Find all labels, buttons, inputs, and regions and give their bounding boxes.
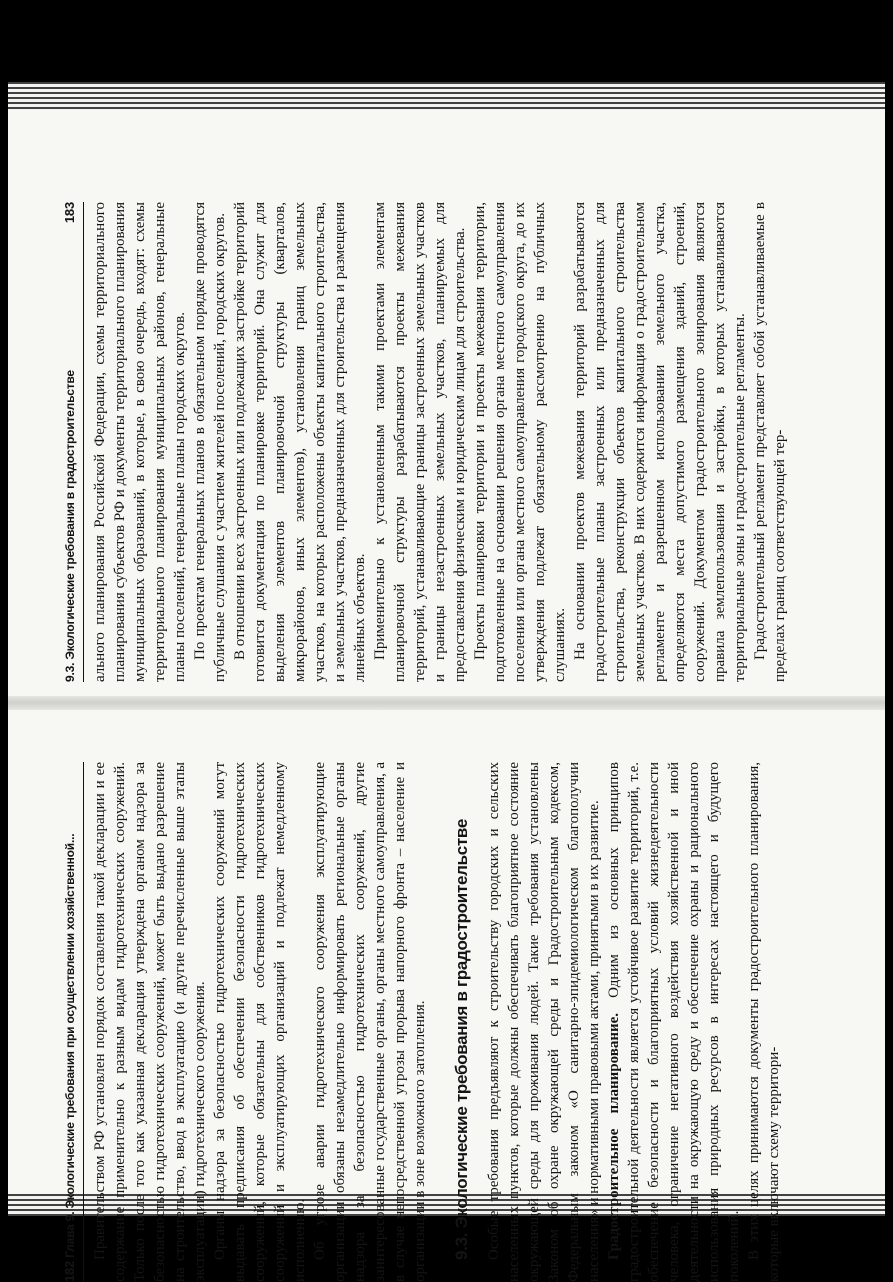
page-183 xyxy=(60,202,830,682)
running-head-text: 9.3. Экологические требования в градостроительстве xyxy=(63,370,77,682)
paragraph: В этих целях принимаются документы градостроительного планирования, которые включают схему территори- xyxy=(746,762,782,1282)
page-182 xyxy=(60,762,830,1282)
running-head-left xyxy=(60,762,84,1282)
paragraph: Градостроительный регламент представляет собой устанавливаемые в пределах границ соответствующей тер- xyxy=(752,202,788,682)
paragraph: Особые требования предъявляют к строительству городских и сельских населенных пунктов, которые должны обеспечивать благоприятное состояние окружающей среды для проживания людей. Такие требования установлены Законом об охране окружающей среды и Градостроительным кодексом, Федеральным законом «О санитарно-эпидемиологическом благополучии населения» и нормативными правовыми актами, принятыми в их развитие. xyxy=(486,762,602,1282)
running-head-right xyxy=(60,202,84,682)
paragraph: ального планирования Российской Федерации, схемы территориального планирования субъектов РФ и документы территориального планирования муниципальных образований, в которые, в свою очередь, входят: схемы территориального планирования муниципальных районов, генеральные планы поселений, генеральные планы городских округов. xyxy=(92,202,188,682)
paragraph: Об угрозе аварии гидротехнического сооружения эксплуатирующие организации обязаны незамедлительно информировать региональные органы надзора за безопасностью гидротехнических сооружений, другие заинтересованные государственные органы, органы местного самоуправления, а в случае непосредственной угрозы прорыва напорного фронта – население и организации в зоне возможного затопления. xyxy=(312,762,428,1282)
paragraph: На основании проектов межевания территорий разрабатываются градостроительные планы застроенных или предназначенных для строительства, реконструкции объектов капитального строительства земельных участков. В них содержится информация о градостроительном регламенте и разрешенном использовании земельного участка, определяются места допустимого размещения зданий, строений, сооружений. Документом градостроительного зонирования являются правила землепользования и застройки, в которых устанавливаются территориальные зоны и градостроительные регламенты. xyxy=(572,202,748,682)
paragraph xyxy=(604,762,744,1282)
section-heading: 9.3. Экологические требования в градостроительстве xyxy=(452,818,471,1260)
page-number: 182 xyxy=(62,1260,77,1282)
paragraph: В отношении всех застроенных или подлежащих застройке территорий готовится документация по планировке территорий. Она служит для выделения элементов планировочной структуры (кварталов, микрорайонов, иных элементов), установления границ земельных участков, на которых расположены объекты капитального строительства, и земельных участков, предназначенных для строительства и размещения линейных объектов. xyxy=(232,202,368,682)
book-spine xyxy=(8,696,885,710)
paragraph: Проекты планировки территории и проекты межевания территории, подготовленные на основании решения органа местного самоуправления поселения или органа местного самоуправления городского округа, до их утверждения подлежат обязательному рассмотрению на публичных слушаниях. xyxy=(472,202,568,682)
page-number: 183 xyxy=(62,202,77,224)
book-spread xyxy=(8,82,885,1282)
paragraph: Применительно к установленным такими проектами элементам планировочной структуры разрабатываются проекты межевания территорий, устанавливающие границы застроенных земельных участков и границы незастроенных земельных участков, планируемых для предоставления физическим и юридическим лицам для строительства. xyxy=(372,202,468,682)
paragraph: Правительством РФ установлен порядок составления такой декларации и ее содержание применительно к разным видам гидротехнических сооружений. Только после того как указанная декларация утверждена органом надзора за безопасностью гидротехнических сооружений, может быть выдано разрешение на строительство, ввод в эксплуатацию (и другие перечисленные выше этапы эксплуатации) гидротехнического сооружения. xyxy=(92,762,208,1282)
bold-lead: Градостроительное планирование. xyxy=(606,1012,622,1260)
paragraph: Органы надзора за безопасностью гидротехнических сооружений могут выдавать предписания об обеспечении безопасности гидротехнических сооружений, которые обязательны для собственников гидротехнических сооружений и эксплуатирующих организаций и подлежат немедленному исполнению. xyxy=(212,762,308,1282)
running-head-text: Глава 9. Экологические требования при осуществлении хозяйственной... xyxy=(63,833,77,1258)
paragraph: По проектам генеральных планов в обязательном порядке проводятся публичные слушания с участием жителей поселений, городских округов. xyxy=(192,202,228,682)
page-edge-top xyxy=(8,82,885,110)
bold-lead-text: Одним из основных принципов градостроительной деятельности является устойчивое развитие территорий, т.е. обеспечение безопасности и благоприятных условий жизнедеятельности человека, ограничение негативного воздействия хозяйственной и иной деятельности на окружающую среду и обеспечение охраны и рационального использования природных ресурсов в интересах настоящего и будущего поколений. xyxy=(606,762,742,1282)
